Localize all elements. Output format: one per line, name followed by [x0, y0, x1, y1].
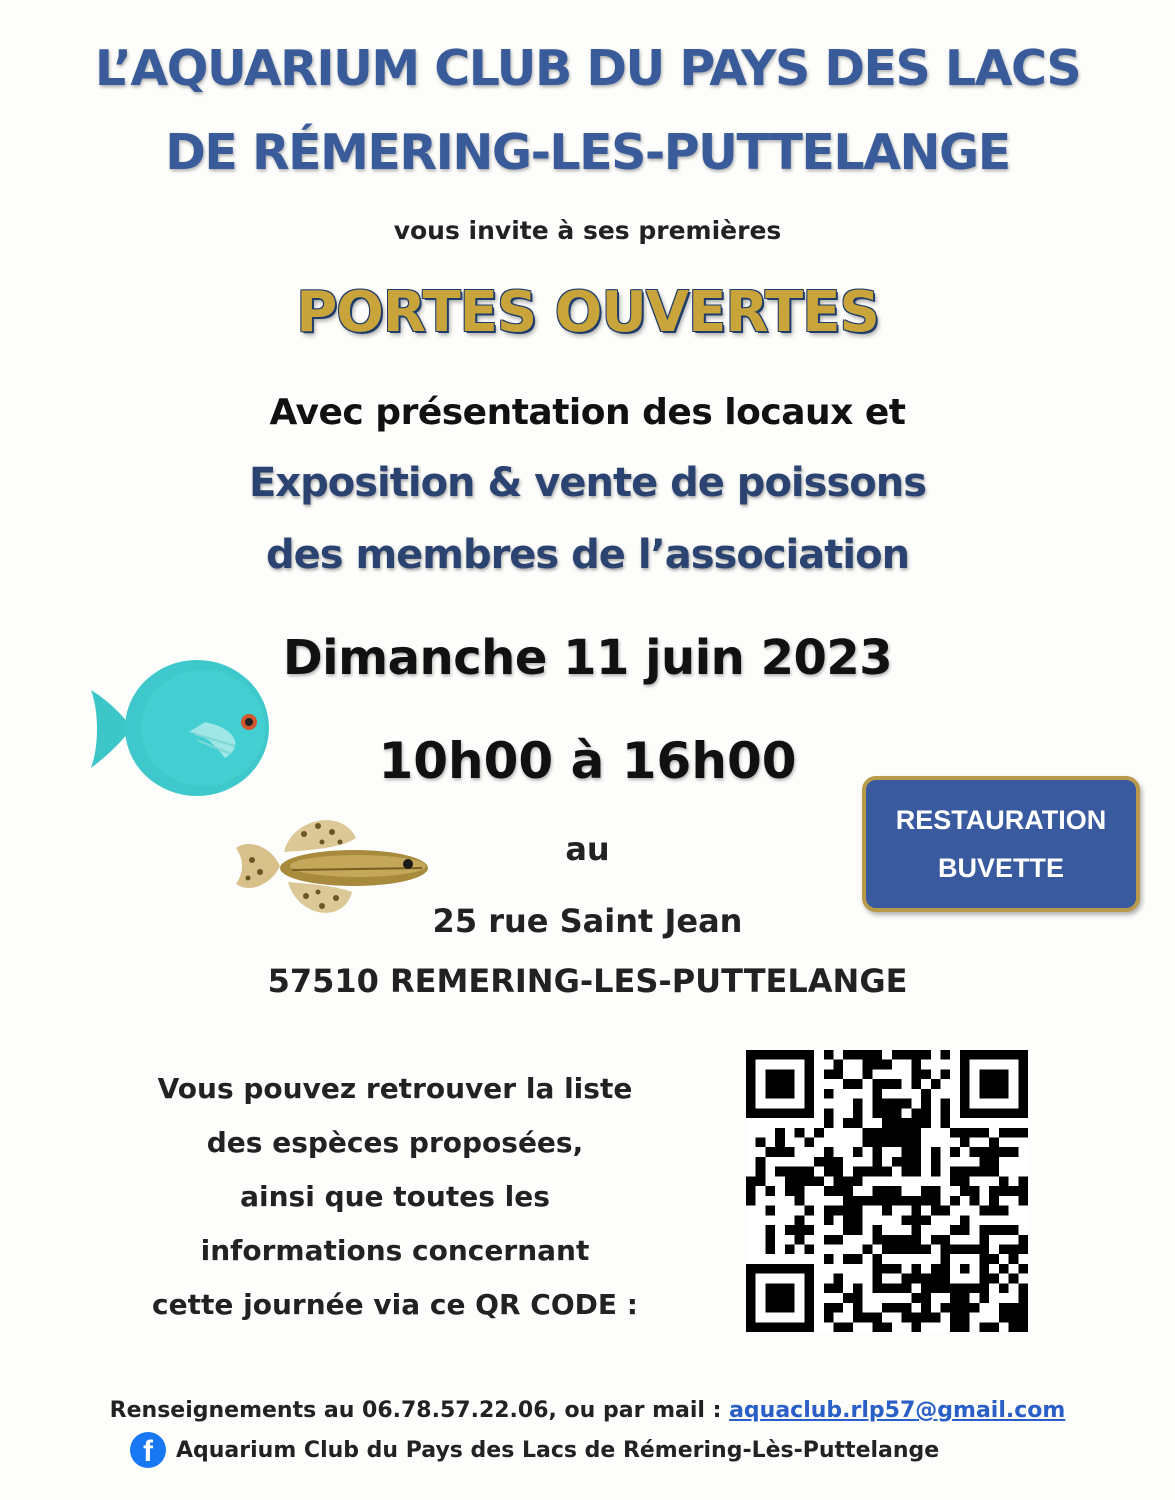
location-prefix: au: [565, 830, 610, 868]
email-link[interactable]: aquaclub.rlp57@gmail.com: [729, 1398, 1066, 1423]
location-street: 25 rue Saint Jean: [432, 902, 743, 940]
qr-info-line3: ainsi que toutes les: [240, 1180, 550, 1213]
restauration-badge: [862, 776, 1140, 912]
facebook-line[interactable]: [130, 1432, 1030, 1468]
qr-info-line4: informations concernant: [200, 1234, 590, 1267]
event-hours: 10h00 à 16h00: [378, 732, 797, 790]
qr-info-text: [110, 1062, 680, 1332]
location-city: 57510 REMERING-LES-PUTTELANGE: [267, 962, 908, 1000]
event-title: PORTES OUVERTES: [296, 280, 879, 345]
exposition-line2: des membres de l’association: [265, 532, 910, 578]
facebook-icon: f: [130, 1432, 166, 1468]
qr-info-line5: cette journée via ce QR CODE :: [152, 1288, 638, 1321]
invite-text: vous invite à ses premières: [393, 216, 782, 245]
badge-line2: BUVETTE: [937, 853, 1064, 883]
exposition-line1: Exposition & vente de poissons: [248, 460, 927, 506]
intro-text: Avec présentation des locaux et: [269, 392, 906, 433]
club-name-line2: DE RÉMERING-LES-PUTTELANGE: [165, 124, 1010, 181]
facebook-page-name: Aquarium Club du Pays des Lacs de Rémering-Lès-Puttelange: [176, 1437, 940, 1463]
qr-info-line2: des espèces proposées,: [206, 1126, 584, 1159]
contact-line: [0, 1398, 1175, 1423]
event-date: Dimanche 11 juin 2023: [282, 630, 893, 686]
spotted-fish-icon: [232, 808, 430, 926]
discus-fish-icon: [85, 650, 275, 800]
contact-text: Renseignements au 06.78.57.22.06, ou par mail :: [109, 1398, 730, 1423]
badge-line1: RESTAURATION: [895, 805, 1107, 835]
qr-info-line1: Vous pouvez retrouver la liste: [157, 1072, 633, 1105]
club-name-line1: L’AQUARIUM CLUB DU PAYS DES LACS: [94, 40, 1081, 97]
qr-code[interactable]: [746, 1050, 1028, 1332]
